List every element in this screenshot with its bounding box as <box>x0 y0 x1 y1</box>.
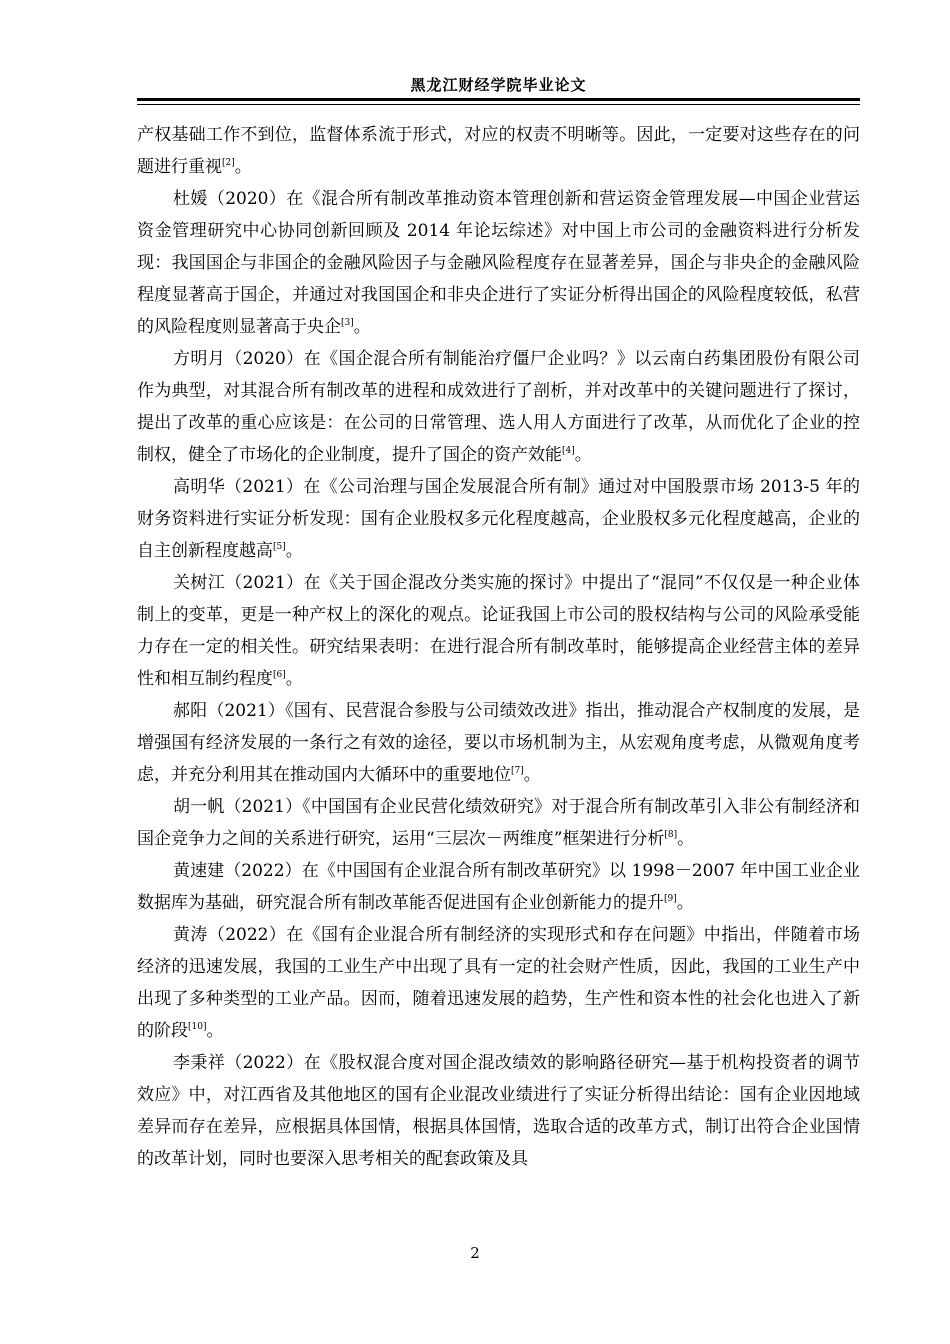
paragraph <box>137 471 860 567</box>
paragraph <box>137 855 860 919</box>
paragraph-text: 黄涛（2022）在《国有企业混合所有制经济的实现形式和存在问题》中指出，伴随着市场经济的迅速发展，我国的工业生产中出现了具有一定的社会财产性质，因此，我国的工业生产中出现了多种类型的工业产品。因而，随着迅速发展的趋势，生产性和资本性的社会化也进入了新的阶段 <box>137 925 860 1041</box>
paragraph-text: 方明月（2020）在《国企混合所有制能治疗僵尸企业吗？》以云南白药集团股份有限公司作为典型，对其混合所有制改革的进程和成效进行了剖析，并对改革中的关键问题进行了探讨，提出了改革的重心应该是：在公司的日常管理、选人用人方面进行了改革，从而优化了企业的控制权，健全了市场化的企业制度，提升了国企的资产效能 <box>137 349 860 465</box>
paragraph-text: 杜媛（2020）在《混合所有制改革推动资本管理创新和营运资金管理发展—中国企业营运资金管理研究中心协同创新回顾及 2014 年论坛综述》对中国上市公司的金融资料进行分析发现：我国国企与非国企的金融风险因子与金融风险程度存在显著差异，国企与非央企的金融风险程度显著高于国企，并通过对我国国企和非央企进行了实证分析得出国企的风险程度较低，私营的风险程度则显著高于央企 <box>137 189 860 337</box>
header-rule-thick <box>137 98 860 101</box>
paragraph-end: 。 <box>676 893 694 913</box>
paragraph-end: 。 <box>234 157 252 177</box>
paragraph-end: 。 <box>523 765 541 785</box>
citation-ref: [10] <box>188 1022 207 1032</box>
paragraph <box>137 119 860 183</box>
paragraph <box>137 695 860 791</box>
citation-ref: [8] <box>664 830 678 840</box>
paragraph-text: 胡一帆（2021）《中国国有企业民营化绩效研究》对于混合所有制改革引入非公有制经济和国企竞争力之间的关系进行研究，运用“三层次－两维度”框架进行分析 <box>137 797 860 849</box>
paragraph-text: 黄速建（2022）在《中国国有企业混合所有制改革研究》以 1998－2007 年中国工业企业数据库为基础，研究混合所有制改革能否促进国有企业创新能力的提升 <box>137 861 860 913</box>
paragraph <box>137 1047 860 1175</box>
paragraph-text: 关树江（2021）在《关于国企混改分类实施的探讨》中提出了“混同”不仅仅是一种企业体制上的变革，更是一种产权上的深化的观点。论证我国上市公司的股权结构与公司的风险承受能力存在一定的相关性。研究结果表明：在进行混合所有制改革时，能够提高企业经营主体的差异性和相互制约程度 <box>137 573 860 689</box>
paragraph-end: 。 <box>353 317 371 337</box>
paragraph <box>137 183 860 343</box>
paragraph-end: 。 <box>285 669 303 689</box>
citation-ref: [5] <box>273 542 286 552</box>
paragraph-text: 高明华（2021）在《公司治理与国企发展混合所有制》通过对中国股票市场 2013-5 年的财务资料进行实证分析发现：国有企业股权多元化程度越高，企业股权多元化程度越高，企业的自主创新程度越高 <box>137 477 860 561</box>
citation-ref: [2] <box>222 158 235 168</box>
header-rule-thin <box>137 104 860 105</box>
citation-ref: [7] <box>511 766 524 776</box>
document-header: 黑龙江财经学院毕业论文 <box>410 76 587 94</box>
paragraph-end: 。 <box>677 829 695 849</box>
citation-ref: [4] <box>562 446 575 456</box>
paragraph <box>137 567 860 695</box>
citation-ref: [6] <box>273 670 286 680</box>
citation-ref: [3] <box>341 318 354 328</box>
paragraph <box>137 343 860 471</box>
page-number: 2 <box>470 1244 480 1262</box>
paragraph-end: 。 <box>285 541 303 561</box>
paragraph <box>137 919 860 1047</box>
paragraph-end: 。 <box>574 445 592 465</box>
paragraph-text: 李秉祥（2022）在《股权混合度对国企混改绩效的影响路径研究—基于机构投资者的调节效应》中，对江西省及其他地区的国有企业混改业绩进行了实证分析得出结论：国有企业因地域差异而存在差异，应根据具体国情，根据具体国情，选取合适的改革方式，制订出符合企业国情的改革计划，同时也要深入思考相关的配套政策及具 <box>137 1053 860 1169</box>
paragraph <box>137 791 860 855</box>
paragraph-end: 。 <box>206 1021 224 1041</box>
body-text <box>137 119 860 1175</box>
citation-ref: [9] <box>664 894 677 904</box>
paragraph-text: 产权基础工作不到位，监督体系流于形式，对应的权责不明晰等。因此，一定要对这些存在的问题进行重视 <box>137 125 860 177</box>
paragraph-text: 郝阳（2021）《国有、民营混合参股与公司绩效改进》指出，推动混合产权制度的发展，是增强国有经济发展的一条行之有效的途径，要以市场机制为主，从宏观角度考虑，从微观角度考虑，并充分利用其在推动国内大循环中的重要地位 <box>137 701 860 785</box>
